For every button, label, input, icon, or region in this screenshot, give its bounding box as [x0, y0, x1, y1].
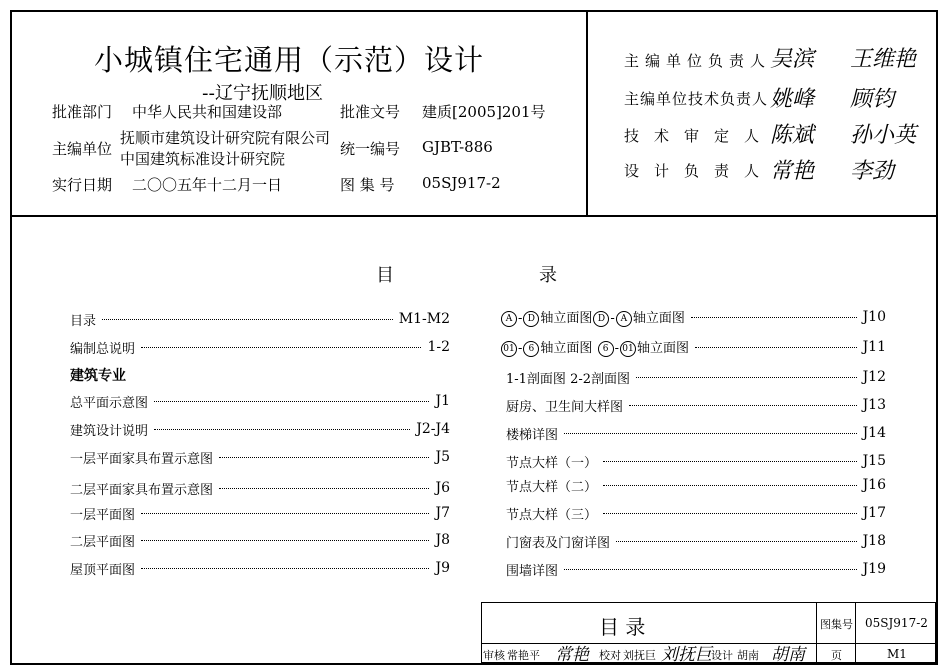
effective-date-value: 二〇〇五年十二月一日	[132, 176, 283, 194]
title-block-atlas-label: 图集号	[820, 618, 853, 631]
toc-entry-page: J19	[862, 561, 886, 577]
atlas-title: 小城镇住宅通用（示范）设计	[94, 43, 485, 77]
toc-entry-page: J14	[862, 425, 886, 441]
signature-tech-reviewer-2: 孙小英	[850, 123, 917, 148]
toc-leader	[141, 512, 429, 514]
toc-entry-page: J5	[435, 449, 450, 465]
header-divider	[12, 215, 936, 217]
title-block-review-label: 审核	[483, 649, 505, 662]
toc-entry[interactable]	[70, 420, 450, 438]
toc-entry-title: 二层平面图	[70, 534, 136, 550]
tech-reviewer-label: 技术审定人	[624, 127, 775, 145]
toc-entry[interactable]	[506, 476, 886, 494]
toc-leader	[141, 539, 429, 541]
toc-leader	[629, 404, 857, 406]
toc-entry-page: J1	[435, 393, 450, 409]
effective-date-label: 实行日期	[52, 176, 113, 194]
signature-design-lead-1: 常艳	[770, 159, 815, 184]
toc-entry-title: A - D 轴立面图 D - A 轴立面图	[500, 307, 685, 327]
toc-leader	[102, 318, 393, 320]
toc-leader	[603, 512, 857, 514]
toc-entry-page: J11	[862, 339, 886, 355]
toc-entry-page: 1-2	[427, 339, 450, 355]
title-block-atlas-no: 05SJ917-2	[865, 616, 928, 630]
title-block	[481, 602, 938, 665]
axis-bubble: 01	[620, 341, 636, 357]
signature-design-lead-2: 李劲	[850, 159, 895, 184]
toc-heading-left: 目	[376, 265, 394, 286]
title-block-name: 目 录	[599, 615, 646, 639]
axis-bubble: D	[593, 311, 609, 327]
toc-entry-title: 节点大样（一）	[506, 455, 598, 471]
title-block-check-name: 刘抚巨	[623, 649, 656, 662]
title-block-name-cell	[481, 602, 817, 644]
toc-entry-page: J15	[862, 453, 886, 469]
toc-entry-title: 1-1剖面图 2-2剖面图	[506, 371, 631, 387]
toc-entry-title-part: 轴立面图	[636, 341, 689, 357]
signature-chief-tech-2: 顾钧	[850, 87, 895, 112]
toc-entry[interactable]	[70, 448, 450, 466]
signature-tech-reviewer-1: 陈斌	[770, 123, 815, 148]
chief-tech-head-label: 主编单位技术负责人	[624, 90, 769, 108]
toc-leader	[141, 567, 429, 569]
toc-entry-title-part: 轴立面图	[632, 311, 685, 327]
toc-entry[interactable]	[70, 479, 450, 497]
toc-leader	[691, 316, 857, 318]
toc-leader	[154, 428, 410, 430]
toc-entry-title: 编制总说明	[70, 341, 136, 357]
drawing-frame	[10, 10, 938, 665]
toc-entry[interactable]	[70, 338, 450, 356]
signature-chief-unit-head-1: 吴滨	[770, 47, 815, 72]
toc-entry-page: J8	[435, 532, 450, 548]
toc-leader	[616, 540, 857, 542]
axis-bubble: D	[523, 311, 539, 327]
toc-entry-page: J18	[862, 533, 886, 549]
toc-entry[interactable]	[70, 559, 450, 577]
toc-entry-page: J10	[862, 309, 886, 325]
approval-dept-value: 中华人民共和国建设部	[132, 103, 283, 121]
toc-entry[interactable]	[70, 392, 450, 410]
toc-entry-page: M1-M2	[398, 311, 450, 327]
toc-entry-title: 目录	[70, 313, 97, 329]
toc-heading-right: 录	[539, 265, 557, 286]
toc-leader	[564, 432, 857, 434]
toc-entry[interactable]	[506, 504, 886, 522]
header-vertical-divider	[586, 12, 588, 215]
title-block-design-name: 胡南	[737, 649, 759, 662]
toc-leader	[219, 487, 429, 489]
toc-entry-title: 总平面示意图	[70, 395, 149, 411]
toc-entry[interactable]	[70, 504, 450, 522]
toc-entry[interactable]	[506, 368, 886, 386]
axis-bubble: A	[501, 311, 517, 327]
toc-entry-page: J16	[862, 477, 886, 493]
title-block-page-no: M1	[887, 647, 907, 661]
toc-entry-title: 一层平面图	[70, 507, 136, 523]
toc-leader	[141, 346, 421, 348]
toc-entry[interactable]	[506, 396, 886, 414]
toc-entry[interactable]	[500, 338, 886, 356]
chief-unit-head-label: 主编单位负责人	[624, 52, 772, 70]
toc-entry[interactable]	[506, 424, 886, 442]
toc-entry[interactable]	[70, 310, 450, 328]
signature-design: 胡南	[771, 645, 805, 665]
unified-no-label: 统一编号	[340, 140, 401, 158]
toc-entry-title: 屋顶平面图	[70, 562, 136, 578]
toc-entry-page: J7	[435, 505, 450, 521]
toc-entry-title: 节点大样（二）	[506, 479, 598, 495]
title-block-check-label: 校对	[599, 649, 621, 662]
axis-bubble: 01	[501, 341, 517, 357]
title-block-page-label: 页	[831, 649, 842, 662]
toc-entry-title: 二层平面家具布置示意图	[70, 482, 214, 498]
toc-leader	[564, 568, 857, 570]
toc-leader	[603, 484, 857, 486]
signature-review: 常艳	[555, 645, 589, 665]
toc-entry-title: 厨房、卫生间大样图	[506, 399, 624, 415]
atlas-no-label: 图 集 号	[340, 176, 395, 194]
toc-leader	[603, 460, 857, 462]
toc-leader	[695, 346, 857, 348]
toc-entry[interactable]	[506, 560, 886, 578]
toc-entry-page: J9	[435, 560, 450, 576]
toc-entry-page: J2-J4	[416, 421, 450, 437]
signature-check: 刘抚巨	[661, 645, 712, 665]
toc-entry[interactable]	[500, 308, 886, 326]
signature-chief-unit-head-2: 王维艳	[850, 47, 917, 72]
toc-entry-title: 门窗表及门窗详图	[506, 535, 611, 551]
atlas-no-value: 05SJ917-2	[422, 174, 501, 192]
axis-bubble: 6	[598, 341, 614, 357]
toc-entry-page: J13	[862, 397, 886, 413]
axis-bubble: A	[616, 311, 632, 327]
approval-no-value: 建质[2005]201号	[422, 103, 546, 121]
unified-no-value: GJBT-886	[422, 138, 493, 156]
design-lead-label: 设计负责人	[624, 162, 775, 180]
chief-unit-value-2: 中国建筑标准设计研究院	[120, 150, 286, 168]
toc-leader	[219, 456, 429, 458]
approval-no-label: 批准文号	[340, 103, 401, 121]
toc-entry-title: 节点大样（三）	[506, 507, 598, 523]
title-block-review-name: 常艳平	[507, 649, 540, 662]
atlas-subtitle: --辽宁抚顺地区	[202, 83, 323, 104]
toc-section-architecture: 建筑专业	[70, 368, 126, 384]
toc-entry-title: 围墙详图	[506, 563, 559, 579]
chief-unit-label: 主编单位	[52, 140, 113, 158]
approval-dept-label: 批准部门	[52, 103, 113, 121]
signature-chief-tech-1: 姚峰	[770, 87, 815, 112]
toc-entry-title-part: 轴立面图	[540, 311, 593, 327]
toc-leader	[154, 400, 429, 402]
toc-entry-title: 楼梯详图	[506, 427, 559, 443]
chief-unit-value-1: 抚顺市建筑设计研究院有限公司	[120, 129, 331, 147]
title-block-design-label: 设计	[711, 649, 733, 662]
toc-entry[interactable]	[506, 452, 886, 470]
toc-entry-title: 建筑设计说明	[70, 423, 149, 439]
toc-entry-page: J6	[435, 480, 450, 496]
toc-entry[interactable]	[70, 531, 450, 549]
toc-entry-title-part: 轴立面图	[540, 341, 593, 357]
toc-entry-title: 01 - 6 轴立面图 6 - 01 轴立面图	[500, 337, 689, 357]
axis-bubble: 6	[523, 341, 539, 357]
toc-leader	[636, 376, 857, 378]
toc-entry-page: J17	[862, 505, 886, 521]
toc-entry-title: 一层平面家具布置示意图	[70, 451, 214, 467]
toc-entry-page: J12	[862, 369, 886, 385]
toc-entry[interactable]	[506, 532, 886, 550]
